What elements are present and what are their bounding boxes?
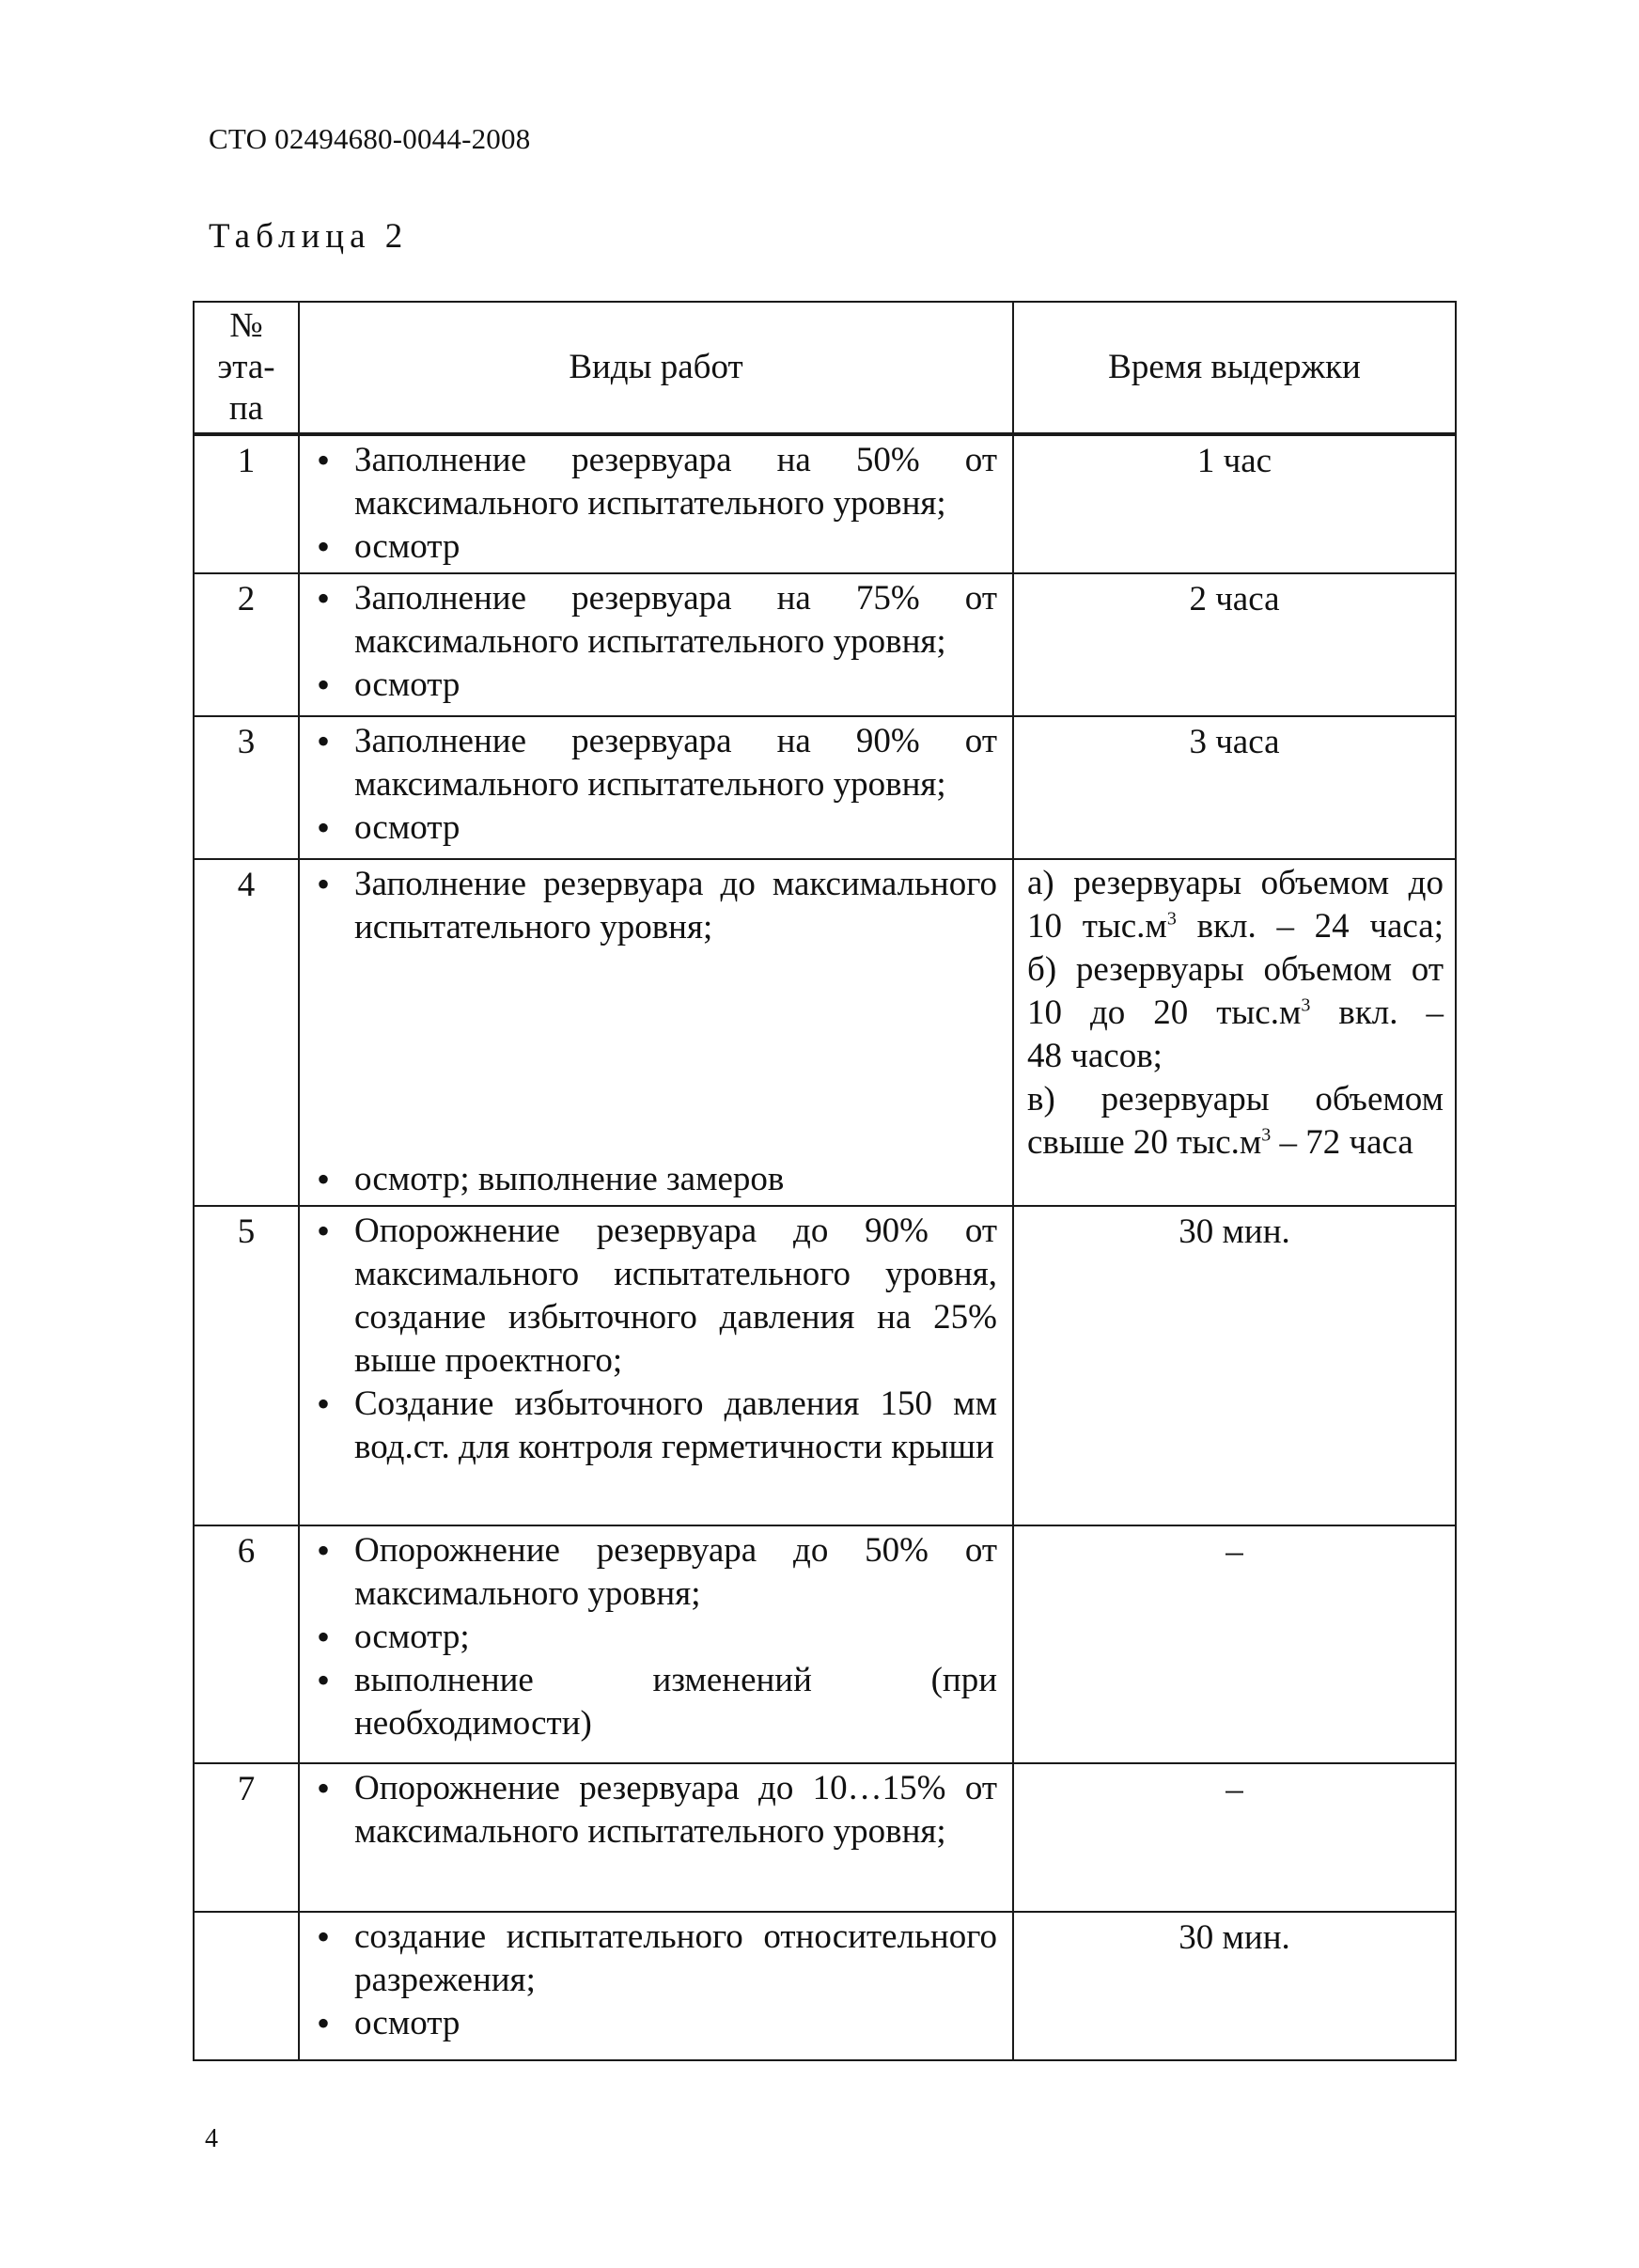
hold-time: – (1013, 1763, 1456, 1912)
header-num-line1: № (229, 306, 263, 345)
stage-number: 6 (194, 1525, 299, 1763)
task-item: • осмотр (307, 806, 997, 850)
hold-time: – (1013, 1525, 1456, 1763)
stage-number: 2 (194, 573, 299, 716)
table-row (194, 1912, 1456, 2060)
hold-time: 1 час (1013, 434, 1456, 573)
stage-number: 5 (194, 1206, 299, 1525)
work-cell (299, 859, 1013, 1206)
table-row (194, 1525, 1456, 1763)
task-list (307, 1767, 997, 1854)
task-list (307, 720, 997, 850)
stage-number: 1 (194, 434, 299, 573)
work-cell (299, 1206, 1013, 1525)
header-stage-number (194, 302, 299, 434)
task-list (307, 577, 997, 707)
task-item: • создание испытательного относительного разрежения; (307, 1916, 997, 2002)
table-row (194, 1763, 1456, 1912)
task-list (307, 863, 997, 1201)
table-caption: Таблица 2 (209, 217, 409, 256)
hold-time: 2 часа (1013, 573, 1456, 716)
stages-table (193, 301, 1457, 2061)
work-cell (299, 434, 1013, 573)
header-num-line2: эта- (217, 348, 275, 386)
task-item: • Создание избыточного давления 150 мм вод.ст. для контроля герметичности крыши (307, 1383, 997, 1469)
hold-time-options (1013, 859, 1456, 1206)
work-cell (299, 1763, 1013, 1912)
stage-number: 4 (194, 859, 299, 1206)
task-item: • Заполнение резервуара до максимального испытательного уровня; (307, 863, 997, 949)
table-row (194, 573, 1456, 716)
task-item: • осмотр; (307, 1616, 997, 1659)
hold-time-line: 48 часов; (1027, 1037, 1163, 1075)
hold-time: 3 часа (1013, 716, 1456, 859)
hold-time-line: 10 $тыс.м^3$ вкл. – 24 часа; (1027, 907, 1444, 946)
task-item: • выполнение изменений (при необходимости) (307, 1659, 997, 1745)
page-number: 4 (205, 2124, 218, 2153)
hold-time: 30 мин. (1013, 1912, 1456, 2060)
table-row (194, 1206, 1456, 1525)
task-item: • Заполнение резервуара на 90% от максимального испытательного уровня; (307, 720, 997, 806)
task-item: • Опорожнение резервуара до 90% от максимального испытательного уровня, создание избыточного давления на 25% выше проектного; (307, 1210, 997, 1383)
hold-time-line: 10 до 20 $тыс.м^3$ вкл. – (1027, 993, 1444, 1032)
header-num-line3: па (228, 389, 264, 428)
hold-time: 30 мин. (1013, 1206, 1456, 1525)
task-item: • осмотр (307, 525, 997, 569)
task-item: • Заполнение резервуара на 75% от максимального испытательного уровня; (307, 577, 997, 664)
task-item: • осмотр (307, 2002, 997, 2045)
table-header-row (194, 302, 1456, 434)
task-list (307, 1210, 997, 1469)
table-row (194, 434, 1456, 573)
work-cell (299, 573, 1013, 716)
stage-number: 3 (194, 716, 299, 859)
stage-number: 7 (194, 1763, 299, 1912)
hold-time-line: а) резервуары объемом до (1027, 864, 1444, 902)
hold-time-line: свыше 20 $тыс.м^3 - 72$ часа (1027, 1123, 1413, 1162)
work-cell (299, 1912, 1013, 2060)
work-cell (299, 716, 1013, 859)
stage-number (194, 1912, 299, 2060)
task-list (307, 1529, 997, 1745)
header-hold-time: Время выдержки (1013, 302, 1456, 434)
table-row (194, 716, 1456, 859)
task-item: • Опорожнение резервуара до 50% от максимального уровня; (307, 1529, 997, 1616)
task-item: • Заполнение резервуара на 50% от максимального испытательного уровня; (307, 439, 997, 525)
task-list (307, 1916, 997, 2045)
document-code: СТО 02494680-0044-2008 (209, 122, 531, 155)
table-row (194, 859, 1456, 1206)
hold-time-line: б) резервуары объемом от (1027, 950, 1444, 989)
task-item: • осмотр; выполнение замеров (307, 1158, 997, 1201)
task-item: • Опорожнение резервуара до 10…15% от максимального испытательного уровня; (307, 1767, 997, 1854)
hold-time-line: в) резервуары объемом (1027, 1080, 1444, 1118)
task-item: • осмотр (307, 664, 997, 707)
header-work-types: Виды работ (299, 302, 1013, 434)
work-cell (299, 1525, 1013, 1763)
task-list (307, 439, 997, 569)
